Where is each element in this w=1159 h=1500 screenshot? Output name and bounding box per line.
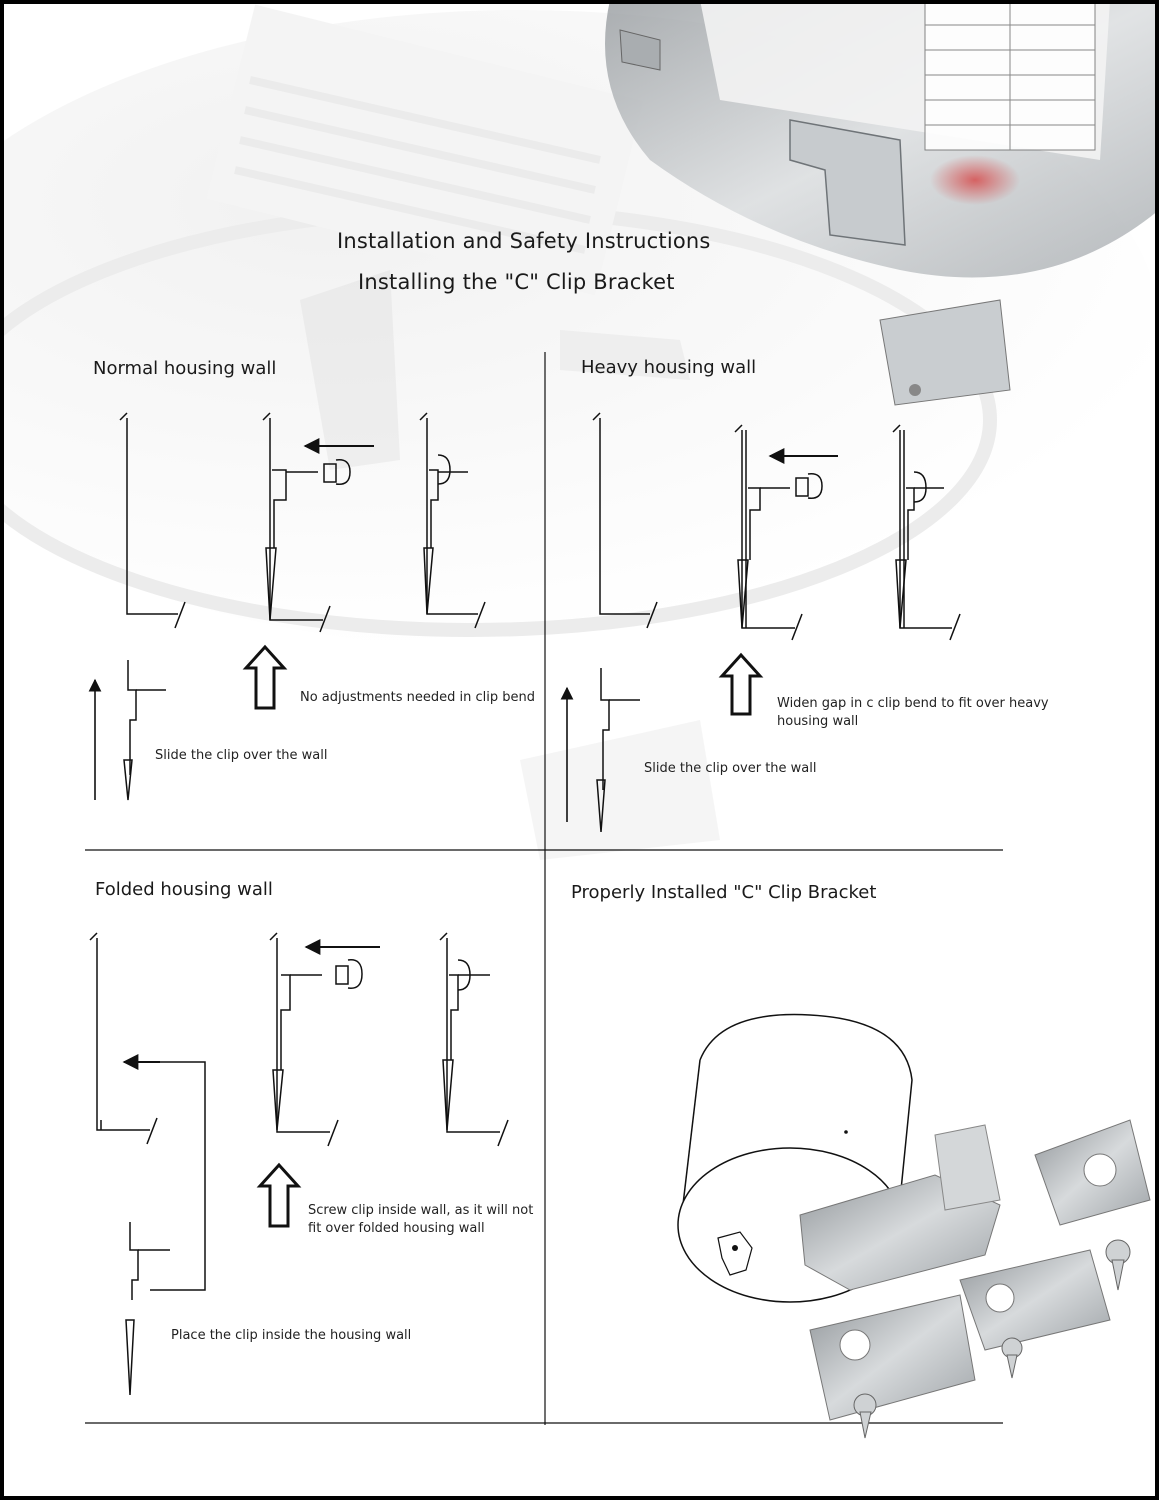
section-heading-installed: Properly Installed "C" Clip Bracket <box>571 882 877 903</box>
page-subtitle: Installing the "C" Clip Bracket <box>358 270 675 294</box>
note-normal-slide: Slide the clip over the wall <box>155 748 328 763</box>
section-heading-heavy: Heavy housing wall <box>581 357 757 378</box>
note-normal-adjust: No adjustments needed in clip bend <box>300 690 536 705</box>
note-folded-screw-2: fit over folded housing wall <box>308 1221 485 1236</box>
note-heavy-adjust-1: Widen gap in c clip bend to fit over heavy <box>777 696 1049 711</box>
note-folded-place: Place the clip inside the housing wall <box>171 1328 412 1343</box>
normal-outline-arrow <box>246 647 284 708</box>
note-folded-screw-1: Screw clip inside wall, as it will not <box>308 1203 534 1218</box>
folded-outline-arrow <box>260 1165 298 1226</box>
note-heavy-adjust-2: housing wall <box>777 714 859 729</box>
note-heavy-slide: Slide the clip over the wall <box>644 761 817 776</box>
section-heading-normal: Normal housing wall <box>93 358 277 379</box>
page-title: Installation and Safety Instructions <box>337 229 711 253</box>
heavy-outline-arrow <box>722 655 760 714</box>
folded-wall-diagrams <box>90 933 508 1395</box>
section-heading-folded: Folded housing wall <box>95 879 273 900</box>
normal-wall-diagrams <box>120 413 485 800</box>
